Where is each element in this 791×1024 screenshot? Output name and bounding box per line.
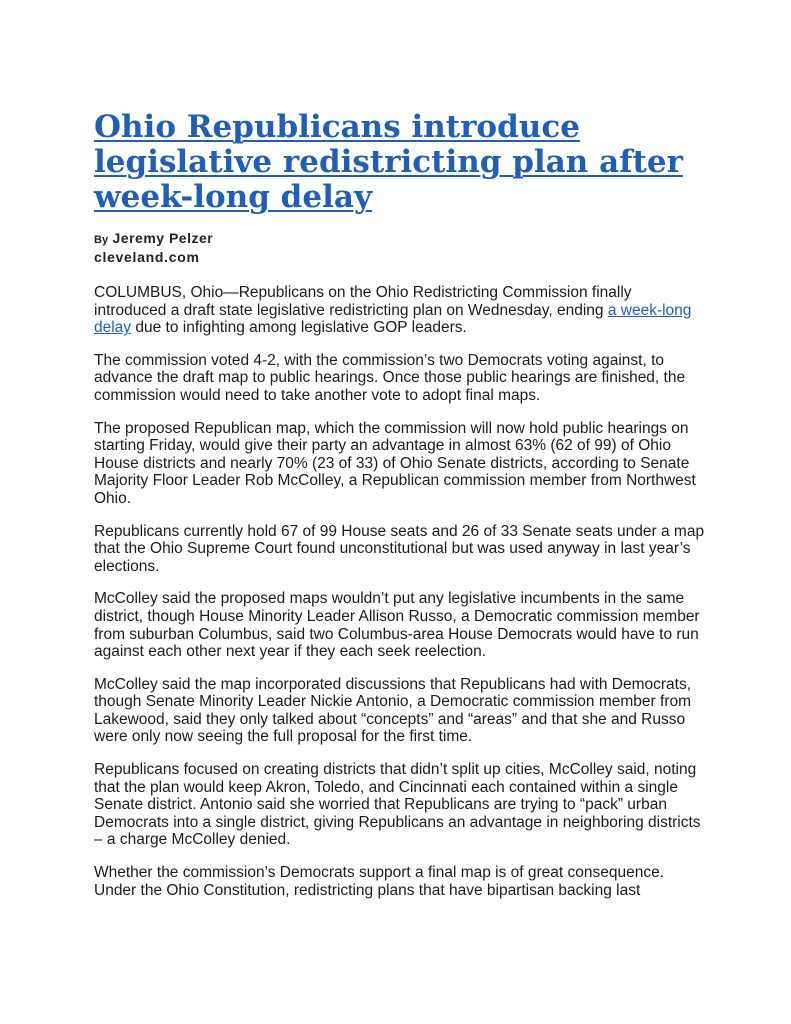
article-headline-link[interactable]: Ohio Republicans introduce legislative redistricting plan after week-long delay (94, 109, 683, 215)
article-paragraph-1 (94, 284, 706, 337)
week-long-delay-link[interactable]: a week-long delay (94, 301, 692, 337)
article-paragraph-5: McColley said the proposed maps wouldn’t put any legislative incumbents in the same district, though House Minority Leader Allison Russo, a Democratic commission member from suburban Columbus, said two Columbus-area House Democrats would have to run against each other next year if they each seek reelection. (94, 590, 700, 661)
paragraph-text: COLUMBUS, Ohio—Republicans on the Ohio Redistricting Commission finally introduced a draft state legislative redistricting plan on Wednesday, ending (94, 284, 632, 319)
article-paragraph-8: Whether the commission’s Democrats support a final map is of great consequence. Under the Ohio Constitution, redistricting plans that have bipartisan backing last (94, 864, 665, 899)
article-paragraph-3: The proposed Republican map, which the commission will now hold public hearings on starting Friday, would give their party an advantage in almost 63% (62 of 99) of Ohio House districts and nearly 70% (23 of 33) of Ohio Senate districts, according to Senate Majority Floor Leader Rob McColley, a Republican commission member from Northwest Ohio. (94, 419, 696, 507)
article-paragraph-4: Republicans currently hold 67 of 99 House seats and 26 of 33 Senate seats under a map that the Ohio Supreme Court found unconstitutional but was used anyway in last year’s elections. (94, 522, 705, 575)
article-paragraph-6: McColley said the map incorporated discussions that Republicans had with Democrats, though Senate Minority Leader Nickie Antonio, a Democratic commission member from Lakewood, said they only talked about “concepts” and “areas” and that she and Russo were only now seeing the full proposal for the first time. (94, 675, 692, 746)
byline-prefix: By (94, 234, 109, 246)
article-paragraph-2: The commission voted 4-2, with the commission’s two Democrats voting against, to advance the draft map to public hearings. Once those public hearings are finished, the commission would need to take another vote to adopt final maps. (94, 351, 686, 404)
article-body (94, 284, 706, 914)
byline (94, 230, 494, 265)
byline-source: cleveland.com (94, 249, 200, 265)
article-paragraph-7: Republicans focused on creating districts that didn’t split up cities, McColley said, noting that the plan would keep Akron, Toledo, and Cincinnati each contained within a single Senate district. Antonio said she worried that Republicans are trying to “pack” urban Democrats into a single district, giving Republicans an advantage in neighboring districts – a charge McColley denied. (94, 761, 701, 849)
byline-author: Jeremy Pelzer (112, 230, 214, 246)
paragraph-text: due to infighting among legislative GOP leaders. (131, 319, 467, 337)
